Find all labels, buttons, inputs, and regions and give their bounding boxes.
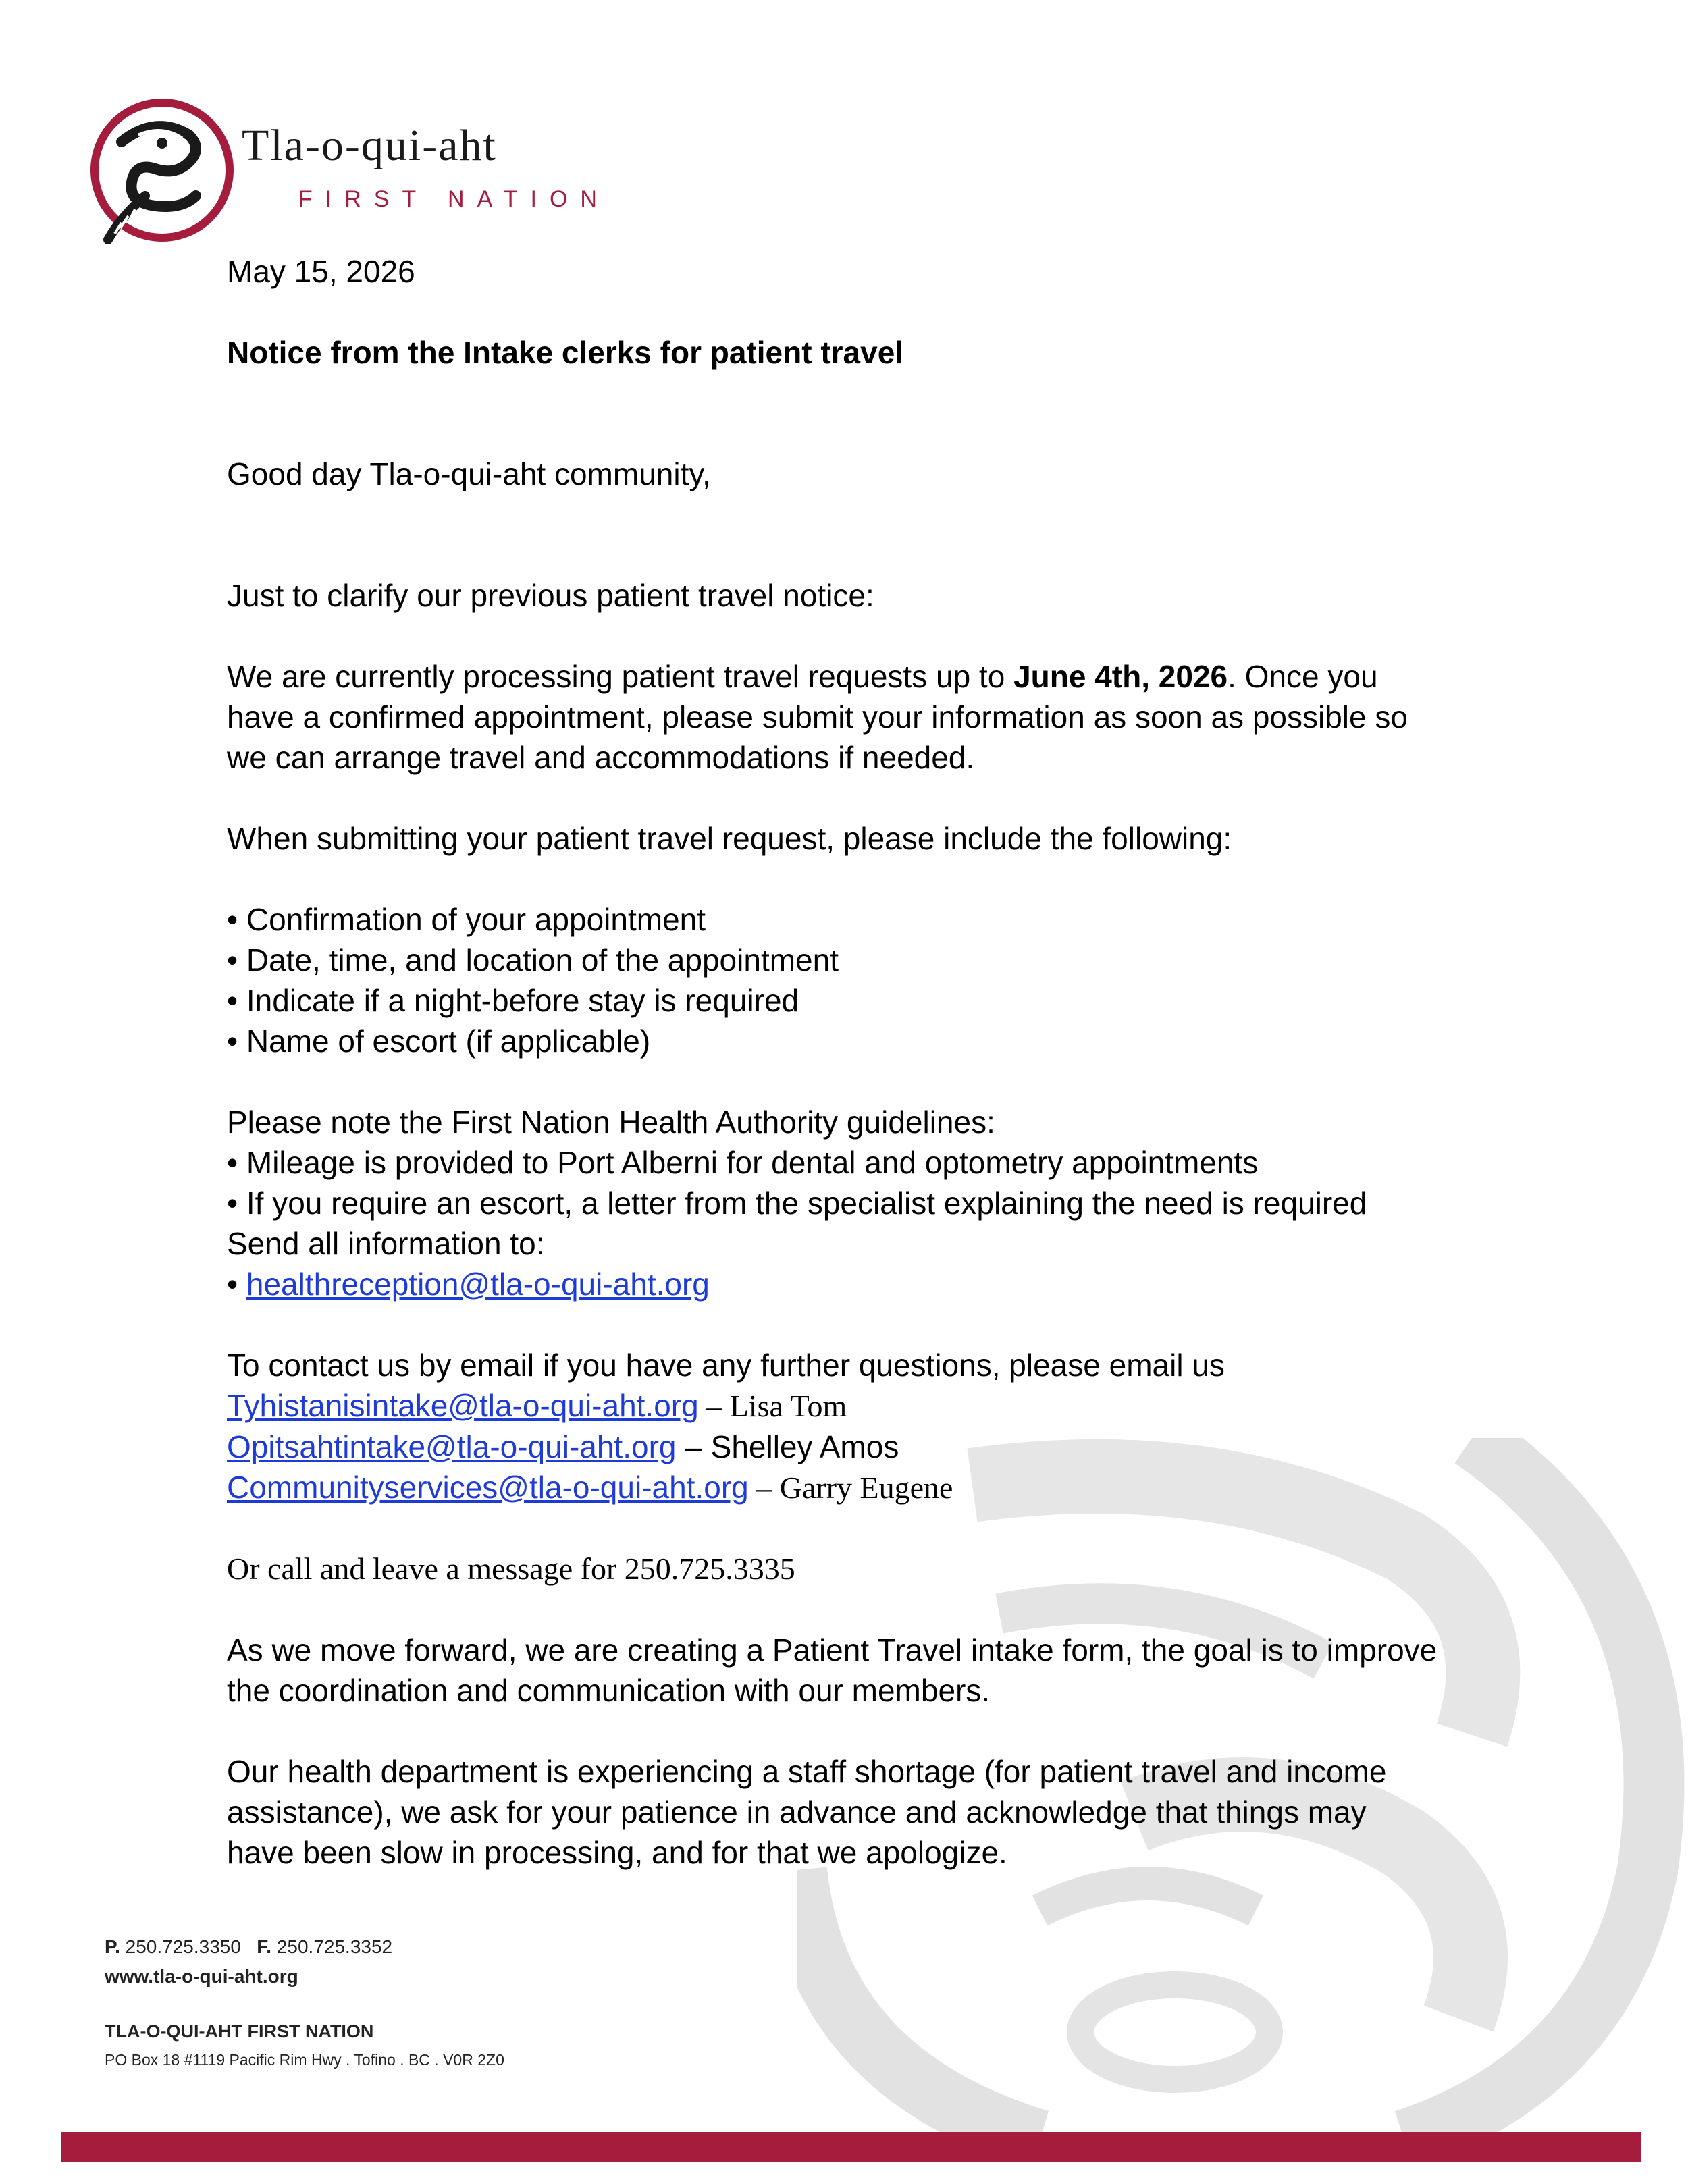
letter-date: May 15, 2026: [227, 254, 415, 289]
send-to-label: Send all information to:: [227, 1226, 545, 1261]
footer-address: PO Box 18 #1119 Pacific Rim Hwy . Tofino . BC . V0R 2Z0: [105, 2051, 504, 2069]
processing-date: June 4th, 2026: [1013, 659, 1228, 694]
call-message: Or call and leave a message for 250.725.3335: [227, 1551, 795, 1586]
list-item: • Confirmation of your appointment: [227, 902, 706, 937]
tyhistanis-intake-email-link[interactable]: Tyhistanisintake@tla-o-qui-aht.org: [227, 1388, 699, 1423]
health-reception-email-link[interactable]: healthreception@tla-o-qui-aht.org: [246, 1267, 710, 1302]
phone-label: P.: [105, 1936, 120, 1957]
processing-pre: We are currently processing patient travel requests up to: [227, 659, 1014, 694]
shortage-line-2: assistance), we ask for your patience in advance and acknowledge that things may: [227, 1794, 1367, 1830]
phone-number: 250.725.3350: [125, 1936, 241, 1957]
bullet: •: [227, 1267, 246, 1302]
forward-line-1: As we move forward, we are creating a Patient Travel intake form, the goal is to improve: [227, 1632, 1438, 1668]
list-item: • Name of escort (if applicable): [227, 1023, 651, 1059]
letter-heading: Notice from the Intake clerks for patient travel: [227, 335, 904, 370]
contact-name: Garry Eugene: [779, 1470, 953, 1505]
contact-row: [227, 1427, 1537, 1467]
list-item: • If you require an escort, a letter from the specialist explaining the need is required: [227, 1186, 1367, 1221]
contact-row: [227, 1467, 1537, 1508]
community-services-email-link[interactable]: Communityservices@tla-o-qui-aht.org: [227, 1470, 749, 1505]
processing-line-2: have a confirmed appointment, please submit your information as soon as possible so: [227, 699, 1408, 735]
greeting: Good day Tla-o-qui-aht community,: [227, 456, 711, 491]
list-item: • Indicate if a night-before stay is required: [227, 983, 799, 1018]
list-item: • Date, time, and location of the appointment: [227, 942, 839, 978]
contact-row: [227, 1385, 1537, 1427]
footer-phone-fax: [105, 1932, 392, 1962]
website-link[interactable]: www.tla-o-qui-aht.org: [105, 1966, 298, 1987]
contact-name: Lisa Tom: [729, 1389, 847, 1423]
organization-name: Tla-o-qui-aht: [242, 121, 497, 170]
list-item: • Mileage is provided to Port Alberni for dental and optometry appointments: [227, 1145, 1259, 1180]
guidelines-intro: Please note the First Nation Health Authority guidelines:: [227, 1104, 995, 1140]
letter-body: [227, 251, 1537, 1873]
contact-intro: To contact us by email if you have any further questions, please email us: [227, 1348, 1225, 1383]
contact-separator: –: [748, 1470, 780, 1505]
first-nation-logo-icon: [81, 95, 236, 250]
footer-contact: [105, 1932, 392, 1992]
include-intro: When submitting your patient travel request, please include the following:: [227, 821, 1232, 856]
processing-post: . Once you: [1228, 659, 1378, 694]
contact-separator: –: [698, 1389, 730, 1423]
fax-label: F.: [257, 1936, 272, 1957]
opitsaht-intake-email-link[interactable]: Opitsahtintake@tla-o-qui-aht.org: [227, 1429, 677, 1464]
fax-number: 250.725.3352: [276, 1936, 393, 1957]
contact-name: Shelley Amos: [710, 1429, 899, 1464]
footer-org-name: TLA-O-QUI-AHT FIRST NATION: [105, 2021, 374, 2042]
organization-subtitle: FIRST NATION: [298, 186, 610, 212]
footer-organization: [105, 2017, 504, 2074]
contact-separator: –: [676, 1429, 711, 1464]
shortage-line-3: have been slow in processing, and for that we apologize.: [227, 1835, 1007, 1870]
processing-paragraph: [227, 656, 1537, 697]
bottom-accent-bar: [61, 2132, 1641, 2162]
intro-text: Just to clarify our previous patient travel notice:: [227, 578, 874, 613]
processing-line-3: we can arrange travel and accommodations if needed.: [227, 740, 975, 775]
send-to-item: [227, 1264, 1537, 1304]
shortage-line-1: Our health department is experiencing a staff shortage (for patient travel and income: [227, 1754, 1387, 1789]
forward-line-2: the coordination and communication with our members.: [227, 1673, 991, 1708]
